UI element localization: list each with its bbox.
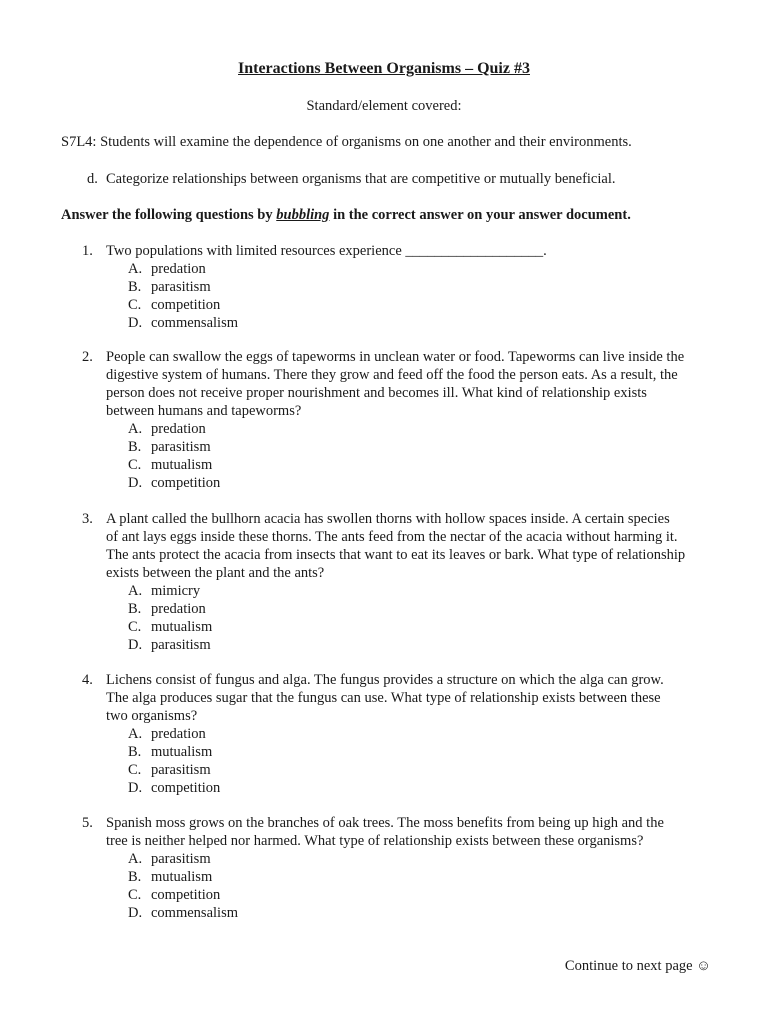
choice-letter: A. <box>128 726 143 742</box>
choice-letter: C. <box>128 297 142 313</box>
question-line: exists between the plant and the ants? <box>106 565 325 581</box>
choice-letter: A. <box>128 583 143 599</box>
choice-text: mutualism <box>151 869 213 885</box>
question-1 <box>82 242 714 332</box>
instructions-after: in the correct answer on your answer document. <box>329 207 631 223</box>
question-line: of ant lays eggs inside these thorns. The ants feed from the nectar of the acacia without harming it. <box>106 529 678 545</box>
choice-text: parasitism <box>151 439 211 455</box>
choice-text: parasitism <box>151 279 211 295</box>
choice-text: parasitism <box>151 637 211 653</box>
choice-letter: B. <box>128 279 142 295</box>
choice-b <box>128 868 714 886</box>
question-line: person does not receive proper nourishment and becomes ill. What kind of relationship exists <box>106 385 647 401</box>
choice-text: mutualism <box>151 457 213 473</box>
question-line: The alga produces sugar that the fungus can use. What type of relationship exists between these <box>106 690 661 706</box>
choice-text: competition <box>151 887 221 903</box>
question-line: Two populations with limited resources experience ___________________. <box>106 243 547 259</box>
choice-letter: B. <box>128 439 142 455</box>
choice-b <box>128 278 714 296</box>
choice-a <box>128 420 714 438</box>
question-line: two organisms? <box>106 708 198 724</box>
choice-letter: A. <box>128 261 143 277</box>
question-text <box>106 242 714 260</box>
question-line: The ants protect the acacia from insects that want to eat its leaves or bark. What type of relationship <box>106 547 686 563</box>
standard-text: S7L4: Students will examine the dependence of organisms on one another and their environments. <box>61 134 632 150</box>
element-item <box>87 170 727 188</box>
choice-letter: A. <box>128 421 143 437</box>
choice-b <box>128 600 714 618</box>
choice-letter: D. <box>128 905 143 921</box>
choice-letter: D. <box>128 315 143 331</box>
choice-b <box>128 438 714 456</box>
question-number: 3. <box>82 511 93 527</box>
choice-d <box>128 904 714 922</box>
choice-text: parasitism <box>151 851 211 867</box>
question-2 <box>82 348 714 492</box>
question-text <box>106 814 714 850</box>
choice-letter: B. <box>128 869 142 885</box>
question-4 <box>82 671 714 797</box>
question-number: 2. <box>82 349 93 365</box>
question-3 <box>82 510 714 654</box>
choice-letter: D. <box>128 637 143 653</box>
choice-c <box>128 296 714 314</box>
choice-text: mutualism <box>151 744 213 760</box>
question-number: 4. <box>82 672 93 688</box>
choice-a <box>128 850 714 868</box>
page-title: Interactions Between Organisms – Quiz #3 <box>238 60 530 77</box>
choice-a <box>128 582 714 600</box>
choice-text: competition <box>151 780 221 796</box>
choice-letter: D. <box>128 780 143 796</box>
choice-text: predation <box>151 726 206 742</box>
question-line: between humans and tapeworms? <box>106 403 302 419</box>
question-line: Lichens consist of fungus and alga. The fungus provides a structure on which the alga can grow. <box>106 672 664 688</box>
choice-text: commensalism <box>151 905 238 921</box>
question-text <box>106 510 714 582</box>
choice-letter: B. <box>128 744 142 760</box>
question-line: A plant called the bullhorn acacia has swollen thorns with hollow spaces inside. A certain species <box>106 511 670 527</box>
choice-d <box>128 314 714 332</box>
choice-d <box>128 474 714 492</box>
question-number: 5. <box>82 815 93 831</box>
choice-text: predation <box>151 421 206 437</box>
instructions <box>61 206 721 224</box>
choice-letter: A. <box>128 851 143 867</box>
choice-text: competition <box>151 475 221 491</box>
choice-text: competition <box>151 297 221 313</box>
question-line: Spanish moss grows on the branches of oak trees. The moss benefits from being up high and the <box>106 815 664 831</box>
choice-text: commensalism <box>151 315 238 331</box>
choice-d <box>128 779 714 797</box>
choice-a <box>128 725 714 743</box>
choice-text: predation <box>151 601 206 617</box>
question-text <box>106 348 714 420</box>
choice-letter: C. <box>128 762 142 778</box>
question-5 <box>82 814 714 922</box>
question-line: digestive system of humans. There they grow and feed off the food the person eats. As a result, the <box>106 367 678 383</box>
choice-a <box>128 260 714 278</box>
choice-letter: B. <box>128 601 142 617</box>
choice-letter: C. <box>128 619 142 635</box>
choice-c <box>128 456 714 474</box>
choice-text: predation <box>151 261 206 277</box>
choice-c <box>128 761 714 779</box>
choice-text: parasitism <box>151 762 211 778</box>
continue-note: Continue to next page ☺ <box>564 958 711 974</box>
choice-d <box>128 636 714 654</box>
instructions-before: Answer the following questions by <box>61 207 277 223</box>
question-text <box>106 671 714 725</box>
choice-text: mimicry <box>151 583 201 599</box>
question-number: 1. <box>82 243 93 259</box>
choice-letter: D. <box>128 475 143 491</box>
choice-text: mutualism <box>151 619 213 635</box>
choice-c <box>128 618 714 636</box>
element-letter: d. <box>87 171 98 187</box>
choice-c <box>128 886 714 904</box>
choice-letter: C. <box>128 457 142 473</box>
choice-b <box>128 743 714 761</box>
standard-heading: Standard/element covered: <box>306 98 462 114</box>
instructions-emphasis: bubbling <box>276 207 330 223</box>
choice-letter: C. <box>128 887 142 903</box>
question-line: tree is neither helped nor harmed. What type of relationship exists between these organisms? <box>106 833 644 849</box>
question-line: People can swallow the eggs of tapeworms in unclean water or food. Tapeworms can live inside the <box>106 349 685 365</box>
element-text: Categorize relationships between organisms that are competitive or mutually beneficial. <box>106 171 616 187</box>
